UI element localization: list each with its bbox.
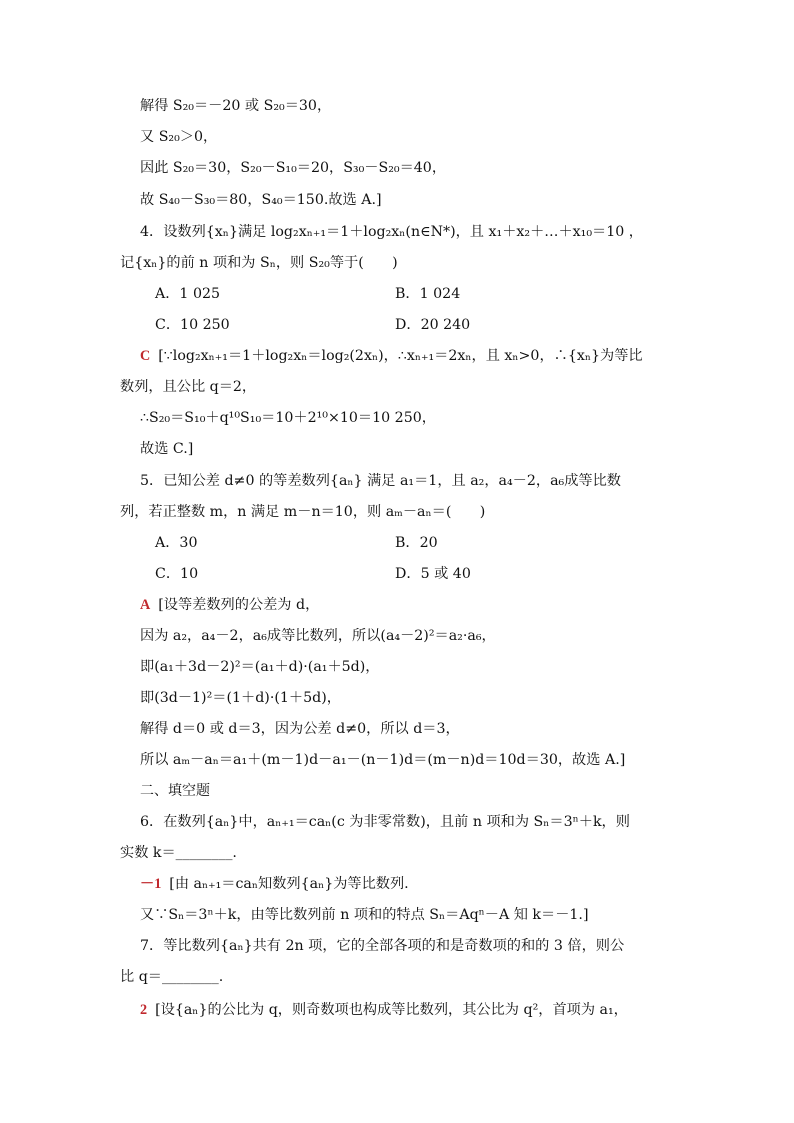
question-5-stem: 5．已知公差 d≠0 的等差数列{aₙ} 满足 a₁＝1，且 a₂，a₄－2，a₆成等比数 [140, 473, 621, 489]
answer-mark: A [140, 597, 151, 613]
answer-mark: －1 [140, 876, 162, 892]
option-b: B．20 [395, 535, 438, 551]
question-7-stem-cont: 比 q＝________. [120, 969, 224, 985]
text-line: 因此 S₂₀＝30，S₂₀－S₁₀＝20，S₃₀－S₂₀＝40， [140, 160, 447, 176]
question-6-stem-cont: 实数 k＝________. [120, 845, 237, 861]
solution-text: [设{aₙ}的公比为 q，则奇数项也构成等比数列，其公比为 q²，首项为 a₁， [155, 1002, 628, 1018]
solution-line: 即(a₁＋3d－2)²＝(a₁＋d)·(a₁＋5d)， [140, 659, 380, 675]
answer-mark: 2 [140, 1002, 148, 1018]
option-b: B．1 024 [395, 286, 461, 302]
solution-text: [∵log₂xₙ₊₁＝1＋log₂xₙ＝log₂(2xₙ)，∴xₙ₊₁＝2xₙ，且 xₙ>0，∴{xₙ}为等比 [158, 348, 643, 364]
section-heading: 二、填空题 [140, 783, 210, 799]
solution-line: 因为 a₂，a₄－2，a₆成等比数列，所以(a₄－2)²＝a₂·a₆， [140, 628, 496, 644]
solution-line [140, 346, 710, 366]
option-a: A．1 025 [155, 286, 221, 302]
solution-line: 解得 d＝0 或 d＝3，因为公差 d≠0，所以 d＝3， [140, 721, 460, 737]
text-line: 故 S₄₀－S₃₀＝80，S₄₀＝150.故选 A.] [140, 192, 382, 208]
question-7-stem: 7．等比数列{aₙ}共有 2n 项，它的全部各项的和是奇数项的和的 3 倍，则公 [140, 938, 625, 954]
question-4-stem: 4．设数列{xₙ}满足 log₂xₙ₊₁＝1＋log₂xₙ(n∈N*)，且 x₁＋x₂＋…＋x₁₀＝10 ， [140, 224, 643, 240]
option-d: D．20 240 [395, 317, 471, 333]
option-c: C．10 250 [155, 317, 230, 333]
solution-line [140, 1000, 710, 1020]
solution-line: 数列，且公比 q＝2， [120, 379, 257, 395]
solution-line: 又∵Sₙ＝3ⁿ＋k，由等比数列前 n 项和的特点 Sₙ＝Aqⁿ－A 知 k＝－1.] [140, 907, 589, 923]
option-c: C．10 [155, 566, 199, 582]
text-line: 解得 S₂₀＝－20 或 S₂₀＝30， [140, 98, 332, 114]
solution-line [140, 874, 710, 894]
solution-line: 所以 aₘ－aₙ＝a₁＋(m－1)d－a₁－(n－1)d＝(m－n)d＝10d＝30，故选 A.] [140, 752, 626, 768]
solution-line [140, 595, 710, 615]
question-4-stem-cont: 记{xₙ}的前 n 项和为 Sₙ，则 S₂₀等于( ) [120, 255, 398, 271]
option-a: A．30 [155, 535, 198, 551]
option-d: D．5 或 40 [395, 566, 471, 582]
question-6-stem: 6．在数列{aₙ}中，aₙ₊₁＝caₙ(c 为非零常数)，且前 n 项和为 Sₙ＝3ⁿ＋k，则 [140, 814, 630, 830]
solution-line: 故选 C.] [140, 441, 194, 457]
solution-text: [由 aₙ₊₁＝caₙ知数列{aₙ}为等比数列. [169, 876, 409, 892]
solution-text: [设等差数列的公差为 d， [158, 597, 320, 613]
solution-line: 即(3d－1)²＝(1＋d)·(1＋5d)， [140, 690, 341, 706]
answer-mark: C [140, 348, 151, 364]
text-line: 又 S₂₀＞0， [140, 129, 218, 145]
question-5-stem-cont: 列，若正整数 m，n 满足 m－n＝10，则 aₘ－aₙ＝( ) [120, 504, 486, 520]
solution-line: ∴S₂₀＝S₁₀＋q¹⁰S₁₀＝10＋2¹⁰×10＝10 250， [140, 410, 436, 426]
